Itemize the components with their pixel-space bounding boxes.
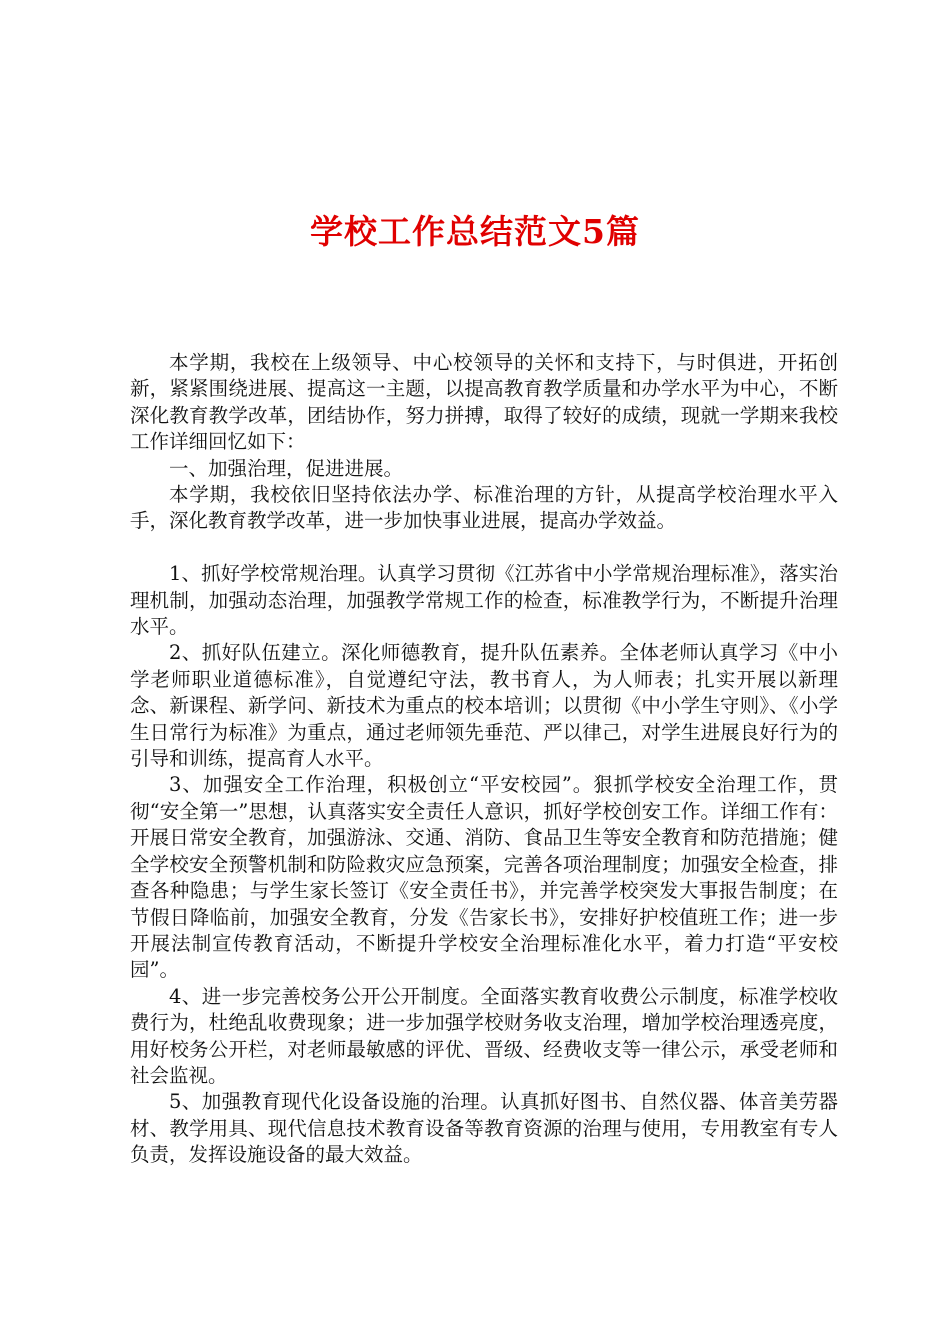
document-body xyxy=(130,350,838,1169)
intro-paragraph: 本学期，我校在上级领导、中心校领导的关怀和支持下，与时俱进，开拓创新，紧紧围绕进展、提高这一主题，以提高教育教学质量和办学水平为中心，不断深化教育教学改革，团结协作，努力拼搏，取得了较好的成绩，现就一学期来我校工作详细回忆如下： xyxy=(130,351,838,454)
item-paragraph-5: 5、加强教育现代化设备设施的治理。认真抓好图书、自然仪器、体音美劳器材、教学用具、现代信息技术教育设备等教育资源的治理与使用，专用教室有专人负责，发挥设施设备的最大效益。 xyxy=(130,1090,838,1167)
item-paragraph-1: 1、抓好学校常规治理。认真学习贯彻《江苏省中小学常规治理标准》，落实治理机制，加强动态治理，加强教学常规工作的检查，标准教学行为，不断提升治理水平。 xyxy=(130,562,838,639)
item-paragraph-4: 4、进一步完善校务公开公开制度。全面落实教育收费公示制度，标准学校收费行为，杜绝乱收费现象；进一步加强学校财务收支治理，增加学校治理透亮度，用好校务公开栏，对老师最敏感的评优、晋级、经费收支等一律公示，承受老师和社会监视。 xyxy=(130,984,838,1087)
section-heading: 一、加强治理，促进进展。 xyxy=(169,456,404,480)
item-paragraph-2: 2、抓好队伍建立。深化师德教育，提升队伍素养。全体老师认真学习《中小学老师职业道德标准》，自觉遵纪守法，教书育人，为人师表；扎实开展以新理念、新课程、新学问、新技术为重点的校本培训；以贯彻《中小学生守则》、《小学生日常行为标准》为重点，通过老师领先垂范、严以律己，对学生进展良好行为的引导和训练，提高育人水平。 xyxy=(130,641,838,771)
section-summary-paragraph: 本学期，我校依旧坚持依法办学、标准治理的方针，从提高学校治理水平入手，深化教育教学改革，进一步加快事业进展，提高办学效益。 xyxy=(130,483,838,533)
item-paragraph-3: 3、加强安全工作治理，积极创立“平安校园”。狠抓学校安全治理工作，贯彻“安全第一”思想，认真落实安全责任人意识，抓好学校创安工作。详细工作有：开展日常安全教育，加强游泳、交通、消防、食品卫生等安全教育和防范措施；健全学校安全预警机制和防险救灾应急预案，完善各项治理制度；加强安全检查，排查各种隐患；与学生家长签订《安全责任书》，并完善学校突发大事报告制度；在节假日降临前，加强安全教育，分发《告家长书》，安排好护校值班工作；进一步开展法制宣传教育活动，不断提升学校安全治理标准化水平，着力打造“平安校园”。 xyxy=(130,773,838,982)
document-title: 学校工作总结范文5篇 xyxy=(310,212,640,251)
